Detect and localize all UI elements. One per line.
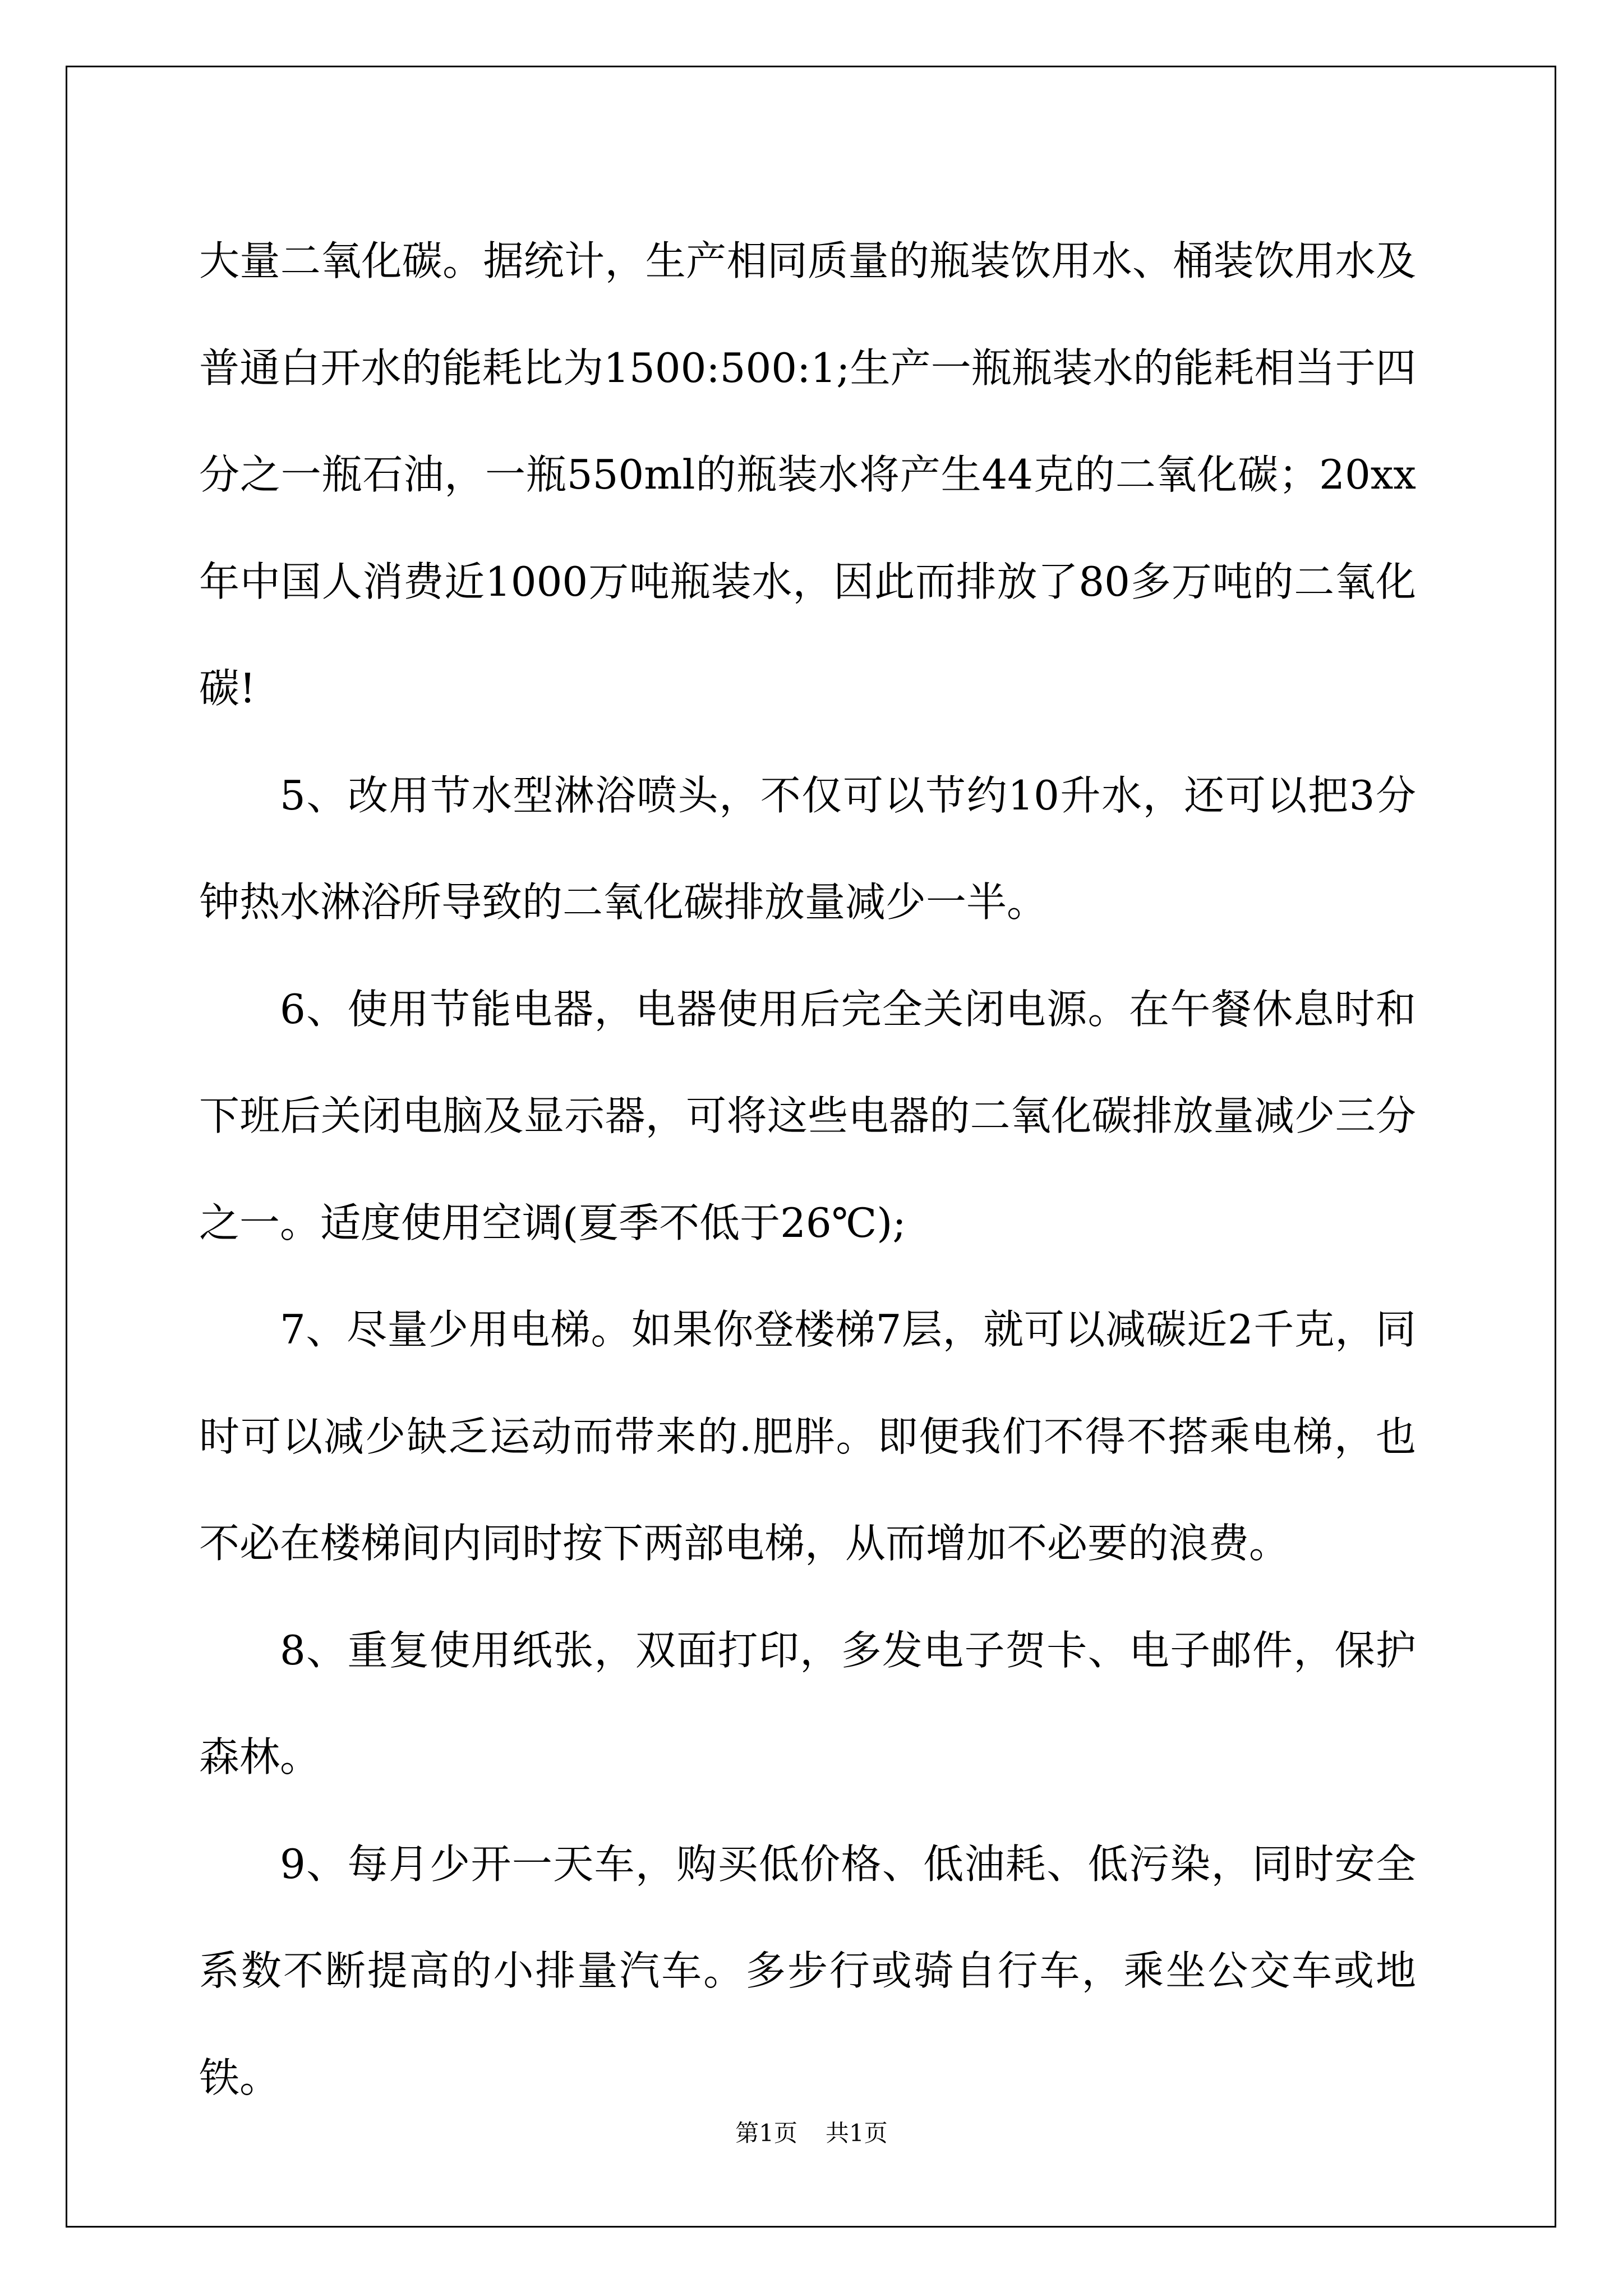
paragraph-3: 6、使用节能电器，电器使用后完全关闭电源。在午餐休息时和下班后关闭电脑及显示器，可将这些电器的二氧化碳排放量减少三分之一。适度使用空调(夏季不低于26℃); [199, 985, 1416, 1246]
page-number-current: 第1页 [735, 2119, 797, 2147]
document-body [199, 208, 1416, 2131]
page-footer [0, 2115, 1623, 2148]
paragraph-2: 5、改用节水型淋浴喷头，不仅可以节约10升水，还可以把3分钟热水淋浴所导致的二氧化碳排放量减少一半。 [199, 771, 1416, 926]
paragraph-1: 大量二氧化碳。据统计，生产相同质量的瓶装饮用水、桶装饮用水及普通白开水的能耗比为1500:500:1;生产一瓶瓶装水的能耗相当于四分之一瓶石油，一瓶550ml的瓶装水将产生44克的二氧化碳；20xx年中国人消费近1000万吨瓶装水，因此而排放了80多万吨的二氧化碳! [199, 237, 1416, 712]
paragraph-4: 7、尽量少用电梯。如果你登楼梯7层，就可以减碳近2千克，同时可以减少缺乏运动而带来的.肥胖。即便我们不得不搭乘电梯，也不必在楼梯间内同时按下两部电梯，从而增加不必要的浪费。 [199, 1306, 1416, 1567]
page-number-total: 共1页 [826, 2119, 888, 2147]
paragraph-6: 9、每月少开一天车，购买低价格、低油耗、低污染，同时安全系数不断提高的小排量汽车。多步行或骑自行车，乘坐公交车或地铁。 [199, 1840, 1416, 2101]
paragraph-5: 8、重复使用纸张，双面打印，多发电子贺卡、电子邮件，保护森林。 [199, 1626, 1416, 1780]
